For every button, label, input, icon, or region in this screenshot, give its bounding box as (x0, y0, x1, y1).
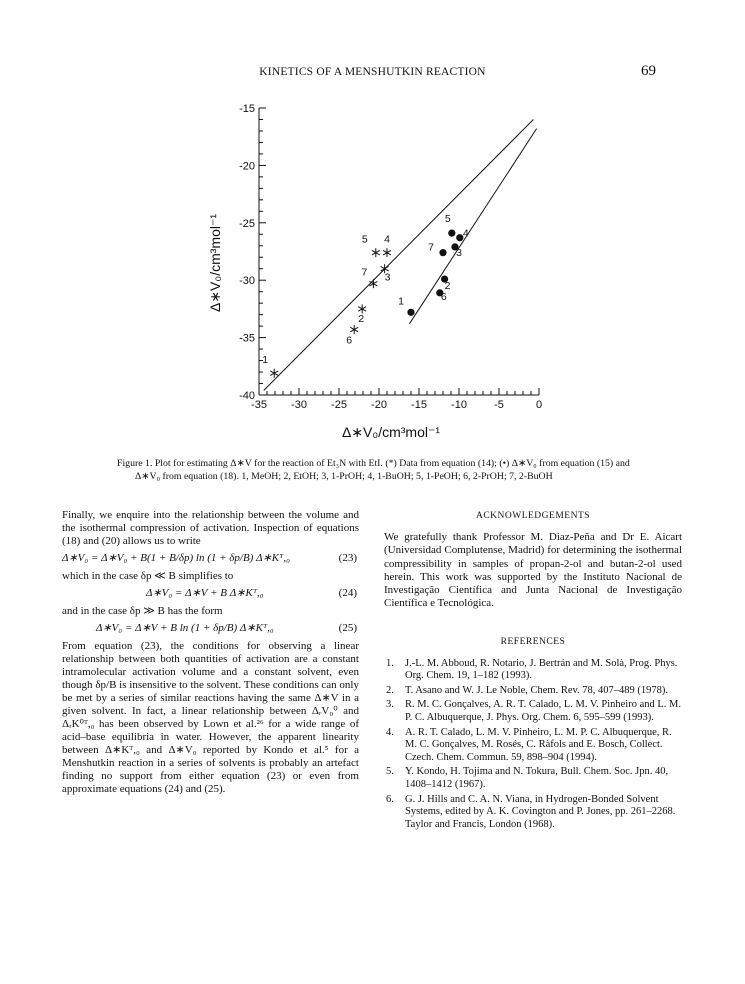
asterisk-point-6 (350, 325, 358, 334)
point-label-4: 4 (384, 233, 390, 246)
point-label-3: 3 (384, 271, 391, 284)
y-tick-label: -25 (239, 217, 255, 230)
asterisk-point-1 (270, 369, 278, 378)
y-tick-label: -30 (239, 275, 255, 288)
x-axis-label: Δ∗V₀/cm³mol⁻¹ (341, 424, 441, 440)
caption-line-2: Δ∗V₀ from equation (18). 1, MeOH; 2, EtOH; 3, 1-PrOH; 4, 1-BuOH; 5, 1-PeOH; 6, 2-PrOH; 7, 2-BuOH (135, 470, 553, 482)
circle-point-7 (439, 249, 446, 256)
y-tick-label: -40 (239, 390, 255, 402)
reference-item: 4. A. R. T. Calado, L. M. V. Pinheiro, L. M. P. C. Albuquerque, R. M. C. Gonçalves, M. Rosés, C. Ràfols and E. Bosch, Collect. Czech. Chem. Commun. 59, 898–904 (1994). (386, 726, 672, 763)
equation-24 (62, 583, 359, 605)
circle-point-1 (407, 309, 414, 316)
equation-23 (62, 548, 359, 570)
equation-25 (62, 618, 359, 640)
x-tick-label: -10 (451, 399, 467, 411)
x-tick-label: -30 (291, 399, 307, 411)
point-label-4: 4 (462, 227, 469, 240)
equation-23-expr: Δ∗V₀ = Δ∗V₀ + B(1 + B/δp) ln (1 + δp/B) Δ∗Kᵀ,₀ (62, 552, 290, 564)
right-column (384, 510, 682, 833)
x-tick-label: -15 (411, 399, 427, 411)
caption-line-1: Figure 1. Plot for estimating Δ∗V for the reaction of Et₃N with EtI. (*) Data from equation (14); (•) Δ∗V₀ from equation (15) and (117, 458, 630, 469)
figure-caption (117, 458, 632, 483)
x-tick-label: -20 (371, 399, 387, 411)
paragraph-2: which in the case δp ≪ B simplifies to (62, 570, 234, 582)
paragraph-1: Finally, we enquire into the relationship between the volume and the isothermal compression of activation. Inspection of equations (18) and (20) allows us to write (62, 509, 359, 547)
equation-24-expr: Δ∗V₀ = Δ∗V + B Δ∗Kᵀ,₀ (146, 587, 264, 599)
point-label-5: 5 (361, 233, 368, 246)
fit-line-series-2 (409, 129, 536, 324)
point-label-1: 1 (262, 354, 269, 367)
x-tick-label: -25 (331, 399, 347, 411)
reference-item: 2. T. Asano and W. J. Le Noble, Chem. Rev. 78, 407–489 (1978). (386, 684, 669, 696)
equation-23-number: (23) (338, 552, 357, 564)
point-label-5: 5 (444, 213, 451, 226)
equation-25-number: (25) (338, 622, 357, 634)
point-label-7: 7 (428, 241, 434, 254)
circle-point-5 (448, 230, 455, 237)
point-label-6: 6 (440, 290, 447, 303)
equation-25-expr: Δ∗V₀ = Δ∗V + B ln (1 + δp/B) Δ∗Kᵀ,₀ (96, 622, 274, 634)
point-label-2: 2 (358, 312, 365, 325)
x-tick-label: 0 (535, 399, 543, 411)
asterisk-point-4 (383, 248, 391, 257)
point-label-3: 3 (456, 246, 462, 259)
page-number: 69 (641, 63, 656, 79)
fit-line-series-1 (264, 119, 534, 390)
running-head: KINETICS OF A MENSHUTKIN REACTION (259, 66, 486, 78)
y-tick-label: -15 (239, 103, 255, 115)
x-tick-label: -35 (251, 399, 267, 411)
equation-24-number: (24) (338, 587, 357, 599)
left-column (62, 509, 359, 796)
reference-item: 5. Y. Kondo, H. Tojima and N. Tokura, Bull. Chem. Soc. Jpn. 40, 1408–1412 (1967). (386, 766, 669, 790)
point-label-7: 7 (361, 266, 368, 279)
asterisk-point-5 (372, 248, 380, 257)
point-label-2: 2 (444, 280, 451, 293)
acknowledgements-heading: ACKNOWLEDGEMENTS (475, 511, 591, 521)
y-tick-label: -35 (239, 332, 255, 345)
paragraph-3: and in the case δp ≫ B has the form (62, 605, 223, 617)
x-tick-label: -5 (494, 399, 504, 411)
y-axis-label: Δ∗V₀/cm³mol⁻¹ (207, 213, 223, 313)
reference-item: 3. R. M. C. Gonçalves, A. R. T. Calado, L. M. V. Pinheiro and L. M. P. C. Albuquerque, J. Phys. Org. Chem. 6, 595–599 (1993). (386, 699, 682, 723)
reference-item: 1. J.-L. M. Abboud, R. Notario, J. Bertrán and M. Solà, Prog. Phys. Org. Chem. 19, 1–182 (1993). (386, 657, 678, 682)
reference-item: 6. G. J. Hills and C. A. N. Viana, in Hydrogen-Bonded Solvent Systems, edited by A. K. Covington and P. Jones, pp. 261–2268. Taylor and Francis, London (1968). (386, 793, 676, 830)
acknowledgements-text: We gratefully thank Professor M. Diaz-Peña and Dr E. Aicart (Universidad Complutense, Madrid) for determining the isothermal compressibility in samples of propan-2-ol and butan-2-ol used herein. This work was supported by the Instituto Nacional de Investigação Científica and Junta Nacional de Investigação Científica e Tecnológica. (384, 531, 682, 610)
y-tick-label: -20 (239, 160, 255, 173)
point-label-1: 1 (398, 295, 404, 308)
paragraph-4: From equation (23), the conditions for observing a linear relationship between both quantities of activation are a constant intramolecular activation volume and a constant solvent, even though δp/B is insensitive to the solvent. These conditions can only be met by a series of similar reactions having the same Δ∗V in a given solvent. In fact, a linear relationship between ΔᵣV₀⁰ and ΔᵣK⁰ᵀ,₀ has been observed by Lown et al.²⁶ for a wide range of acid–base equilibria in water. However, the apparent linearity between Δ∗Kᵀ,₀ and Δ∗V₀ reported by Kondo et al.⁵ for a Menshutkin reaction in a series of solvents is probably an artefact finding no support from either equation (23) or even from approximate equations (24) and (25). (62, 640, 359, 795)
point-label-6: 6 (346, 334, 353, 347)
figure-1-chart (180, 95, 580, 450)
reference-list (384, 658, 682, 832)
references-heading: REFERENCES (500, 637, 566, 648)
